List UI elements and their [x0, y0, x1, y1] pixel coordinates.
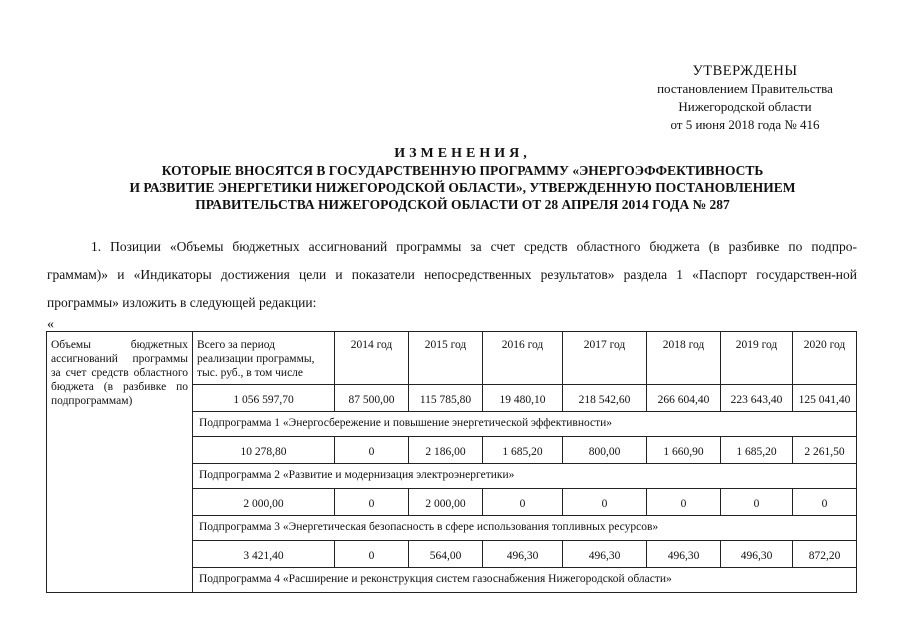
subprogram-2-title: Подпрограмма 2 «Развитие и модернизация электроэнергетики» — [193, 464, 857, 489]
opening-quote: « — [47, 317, 54, 332]
table-cell: 1 685,20 — [483, 437, 563, 464]
column-header: 2015 год — [409, 332, 483, 385]
column-header: 2016 год — [483, 332, 563, 385]
table-cell: 0 — [335, 541, 409, 568]
table-cell: 0 — [563, 489, 647, 516]
column-header: Всего за период реализации программы, тыс. руб., в том числе — [193, 332, 335, 385]
row-header-cell: Объемы бюджетных ассигнований программы за счет средств областного бюджета (в разбивке по подпрограммам) — [47, 332, 193, 593]
table-cell: 800,00 — [563, 437, 647, 464]
table-cell: 223 643,40 — [721, 385, 793, 412]
column-header: 2020 год — [793, 332, 857, 385]
table-cell: 496,30 — [483, 541, 563, 568]
table-cell: 87 500,00 — [335, 385, 409, 412]
table-header-row — [47, 332, 857, 385]
table-cell: 2 000,00 — [193, 489, 335, 516]
column-header: 2014 год — [335, 332, 409, 385]
table-cell: 218 542,60 — [563, 385, 647, 412]
subprogram-4-title: Подпрограмма 4 «Расширение и реконструкция систем газоснабжения Нижегородской области» — [193, 568, 857, 593]
table-cell: 0 — [335, 437, 409, 464]
table-cell: 1 660,90 — [647, 437, 721, 464]
approval-line-3: Нижегородской области — [678, 99, 812, 114]
table-cell: 0 — [335, 489, 409, 516]
subprogram-1-title: Подпрограмма 1 «Энергосбережение и повышение энергетической эффективности» — [193, 412, 857, 437]
document-heading — [60, 145, 865, 213]
table-cell: 1 056 597,70 — [193, 385, 335, 412]
heading-line-4: ПРАВИТЕЛЬСТВА НИЖЕГОРОДСКОЙ ОБЛАСТИ ОТ 28 АПРЕЛЯ 2014 ГОДА № 287 — [195, 197, 730, 212]
table-cell: 496,30 — [563, 541, 647, 568]
table-cell: 0 — [647, 489, 721, 516]
budget-table — [46, 331, 857, 593]
paragraph-first-line: 1. Позиции «Объемы бюджетных ассигнований программы за счет средств областного бюджета (в разбивке по подпро- — [91, 239, 857, 254]
table-cell: 496,30 — [647, 541, 721, 568]
table-cell: 564,00 — [409, 541, 483, 568]
heading-line-3: И РАЗВИТИЕ ЭНЕРГЕТИКИ НИЖЕГОРОДСКОЙ ОБЛАСТИ», УТВЕРЖДЕННУЮ ПОСТАНОВЛЕНИЕМ — [129, 180, 796, 195]
approval-title: УТВЕРЖДЕНЫ — [692, 63, 798, 79]
column-header: 2019 год — [721, 332, 793, 385]
table-cell: 0 — [793, 489, 857, 516]
table-cell: 2 261,50 — [793, 437, 857, 464]
table-cell: 10 278,80 — [193, 437, 335, 464]
table-cell: 0 — [721, 489, 793, 516]
approval-line-4: от 5 июня 2018 года № 416 — [670, 117, 820, 132]
table-cell: 125 041,40 — [793, 385, 857, 412]
heading-line-2: КОТОРЫЕ ВНОСЯТСЯ В ГОСУДАРСТВЕННУЮ ПРОГРАММУ «ЭНЕРГОЭФФЕКТИВНОСТЬ — [161, 163, 764, 178]
subprogram-3-title: Подпрограмма 3 «Энергетическая безопасность в сфере использования топливных ресурсов» — [193, 516, 857, 541]
table-cell: 872,20 — [793, 541, 857, 568]
table-cell: 19 480,10 — [483, 385, 563, 412]
table-cell: 2 000,00 — [409, 489, 483, 516]
table-cell: 3 421,40 — [193, 541, 335, 568]
table-cell: 2 186,00 — [409, 437, 483, 464]
paragraph-rest: граммам)» и «Индикаторы достижения цели и показатели непосредственных результатов» раздела 1 «Паспорт государствен-ной программы» изложить в следующей редакции: — [47, 267, 857, 310]
approval-stamp — [610, 62, 880, 134]
table-cell: 0 — [483, 489, 563, 516]
table-cell: 115 785,80 — [409, 385, 483, 412]
table-cell: 1 685,20 — [721, 437, 793, 464]
heading-title: ИЗМЕНЕНИЯ, — [394, 146, 531, 161]
column-header: 2017 год — [563, 332, 647, 385]
approval-line-2: постановлением Правительства — [657, 81, 833, 96]
body-paragraph — [47, 233, 857, 317]
table-cell: 266 604,40 — [647, 385, 721, 412]
column-header: 2018 год — [647, 332, 721, 385]
table-cell: 496,30 — [721, 541, 793, 568]
